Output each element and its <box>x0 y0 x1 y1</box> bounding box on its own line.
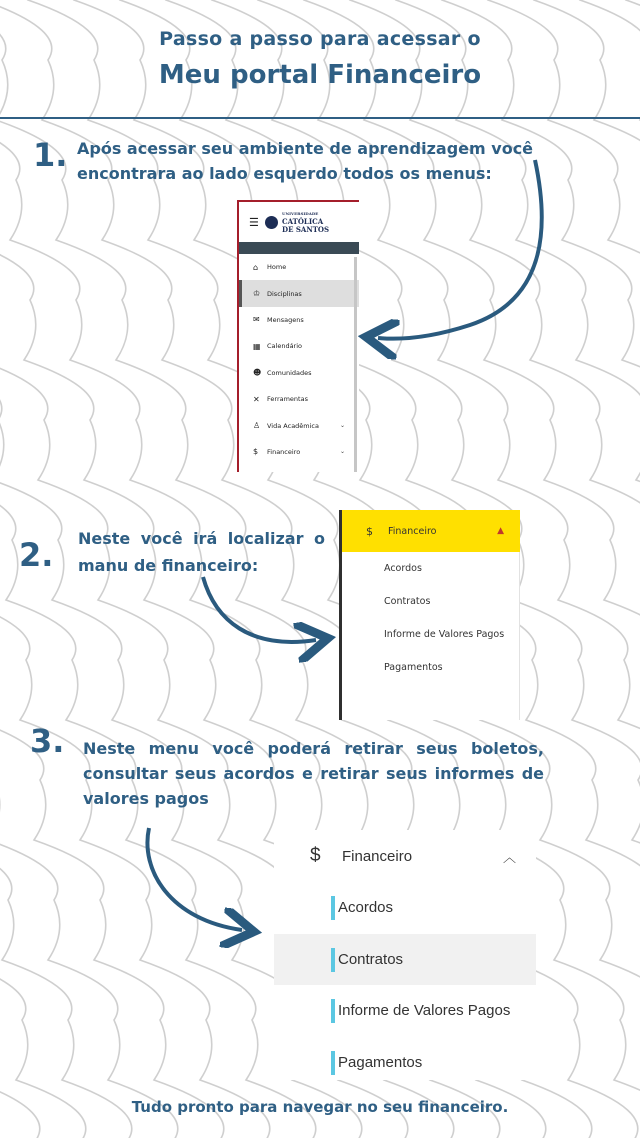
sidebar-item-disciplinas[interactable]: ♔ Disciplinas <box>239 280 359 306</box>
step-1-arrow <box>378 160 542 339</box>
university-logo: UNIVERSIDADE CATÓLICA DE SANTOS <box>282 211 330 234</box>
sidebar-item-mensagens[interactable]: ✉ Mensagens <box>253 315 304 325</box>
step-3-text-line2: consultar seus acordos e retirar seus informes de <box>83 764 544 783</box>
page-subtitle: Passo a passo para acessar o <box>159 28 481 50</box>
step-2-text-line1: Neste você irá localizar o <box>78 529 325 548</box>
finance-item-contratos[interactable]: Contratos <box>384 596 431 607</box>
step-3-text-line1: Neste menu você poderá retirar seus boletos, <box>83 739 544 758</box>
chevron-down-icon: ⌄ <box>339 448 345 456</box>
step-3-arrow <box>147 828 242 930</box>
finance-menu-header[interactable]: $ Financeiro ︿ <box>310 845 516 866</box>
graduation-cap-icon: ♔ <box>253 289 261 299</box>
step-2-arrow <box>203 577 316 642</box>
calendar-icon: ▦ <box>253 341 261 351</box>
finance-item-informe[interactable]: Informe de Valores Pagos <box>384 629 505 640</box>
sidebar-item-ferramentas[interactable]: ✕ Ferramentas <box>253 394 308 404</box>
step-2-number: 2. <box>19 536 54 574</box>
finance-item-pagamentos[interactable]: Pagamentos <box>384 662 443 673</box>
sidebar-item-comunidades[interactable]: ☻ Comunidades <box>253 368 312 378</box>
dollar-icon: $ <box>366 524 373 538</box>
step-3-number: 3. <box>30 722 65 760</box>
sidebar-item-home[interactable]: ⌂ Home <box>253 262 287 272</box>
finance-menu-header[interactable]: $ Financeiro ▲ <box>342 510 520 552</box>
finance-item-acordos[interactable]: Acordos <box>274 882 536 934</box>
footer-message: Tudo pronto para navegar no seu financeiro. <box>131 1098 509 1116</box>
tools-icon: ✕ <box>253 394 260 404</box>
sidebar-item-financeiro[interactable]: $ Financeiro ⌄ <box>253 447 345 457</box>
dollar-icon: $ <box>253 447 259 457</box>
step-1-number: 1. <box>33 136 68 174</box>
hamburger-menu-icon[interactable]: ☰ <box>249 215 259 229</box>
chevron-up-icon: ︿ <box>502 849 516 865</box>
home-icon: ⌂ <box>253 262 259 272</box>
finance-item-contratos[interactable]: Contratos <box>274 934 536 986</box>
student-icon: ♙ <box>253 421 261 431</box>
chevron-up-icon: ▲ <box>497 526 504 536</box>
community-icon: ☻ <box>253 368 262 378</box>
finance-item-acordos[interactable]: Acordos <box>384 563 422 574</box>
envelope-icon: ✉ <box>253 315 260 325</box>
page-title: Meu portal Financeiro <box>158 60 482 90</box>
step-3-text-line3: valores pagos <box>83 789 209 808</box>
sidebar-item-calendario[interactable]: ▦ Calendário <box>253 341 303 351</box>
chevron-down-icon: ⌄ <box>339 422 345 430</box>
dollar-icon: $ <box>310 845 321 866</box>
finance-item-informe[interactable]: Informe de Valores Pagos <box>274 985 536 1037</box>
finance-item-pagamentos[interactable]: Pagamentos <box>274 1037 536 1089</box>
step-1-text: Após acessar seu ambiente de aprendizagem você encontrara ao lado esquerdo todos os menus: <box>77 139 534 183</box>
step-2-text-line2: manu de financeiro: <box>78 556 259 575</box>
sidebar-item-vida-academica[interactable]: ♙ Vida Acadêmica ⌄ <box>253 421 345 431</box>
